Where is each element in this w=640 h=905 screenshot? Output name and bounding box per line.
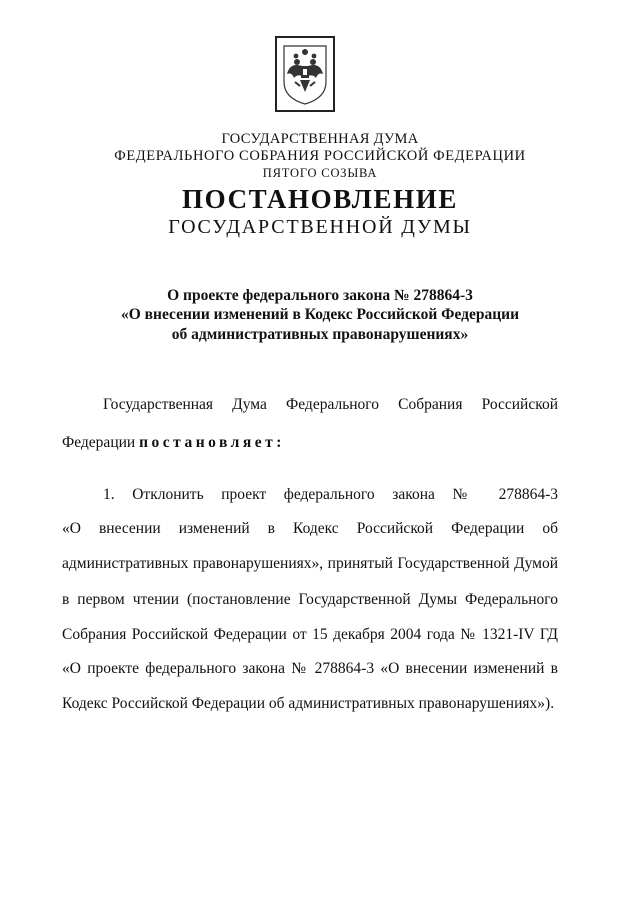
document-issuer: ГОСУДАРСТВЕННОЙ ДУМЫ — [168, 216, 472, 238]
org-name-line2: ФЕДЕРАЛЬНОГО СОБРАНИЯ РОССИЙСКОЙ ФЕДЕРАЦИИ — [114, 148, 526, 164]
item1-line3: административных правонарушениях», принятый Государственной Думой — [62, 555, 558, 572]
coat-of-arms-emblem — [275, 36, 335, 112]
subject-line2: «О внесении изменений в Кодекс Российской Федерации — [120, 306, 520, 323]
item1-line2: «О внесении изменений в Кодекс Российской Федерации об — [62, 520, 558, 537]
preamble-line1: Государственная Дума Федерального Собрания Российской — [103, 396, 558, 413]
item1-line5: Собрания Российской Федерации от 15 декабря 2004 года № 1321-IV ГД — [62, 626, 558, 643]
item1-line6: «О проекте федерального закона № 278864-3 «О внесении изменений в — [62, 660, 558, 677]
preamble-line2 — [62, 434, 558, 452]
document-type-title: ПОСТАНОВЛЕНИЕ — [182, 184, 458, 214]
subject-line1: О проекте федерального закона № 278864-3 — [167, 287, 473, 304]
preamble-text: Федерации — [62, 434, 140, 451]
convocation: ПЯТОГО СОЗЫВА — [262, 166, 378, 180]
item1-line7: Кодекс Российской Федерации об административных правонарушениях»). — [62, 695, 555, 712]
item1-line1: 1. Отклонить проект федерального закона № 278864-3 — [103, 486, 558, 503]
double-headed-eagle-icon — [280, 42, 330, 106]
subject-line3: об административных правонарушениях» — [171, 326, 469, 343]
resolves-keyword: постановляет: — [139, 434, 285, 451]
item1-line4: в первом чтении (постановление Государственной Думы Федерального — [62, 591, 558, 608]
org-name-line1: ГОСУДАРСТВЕННАЯ ДУМА — [221, 131, 419, 147]
